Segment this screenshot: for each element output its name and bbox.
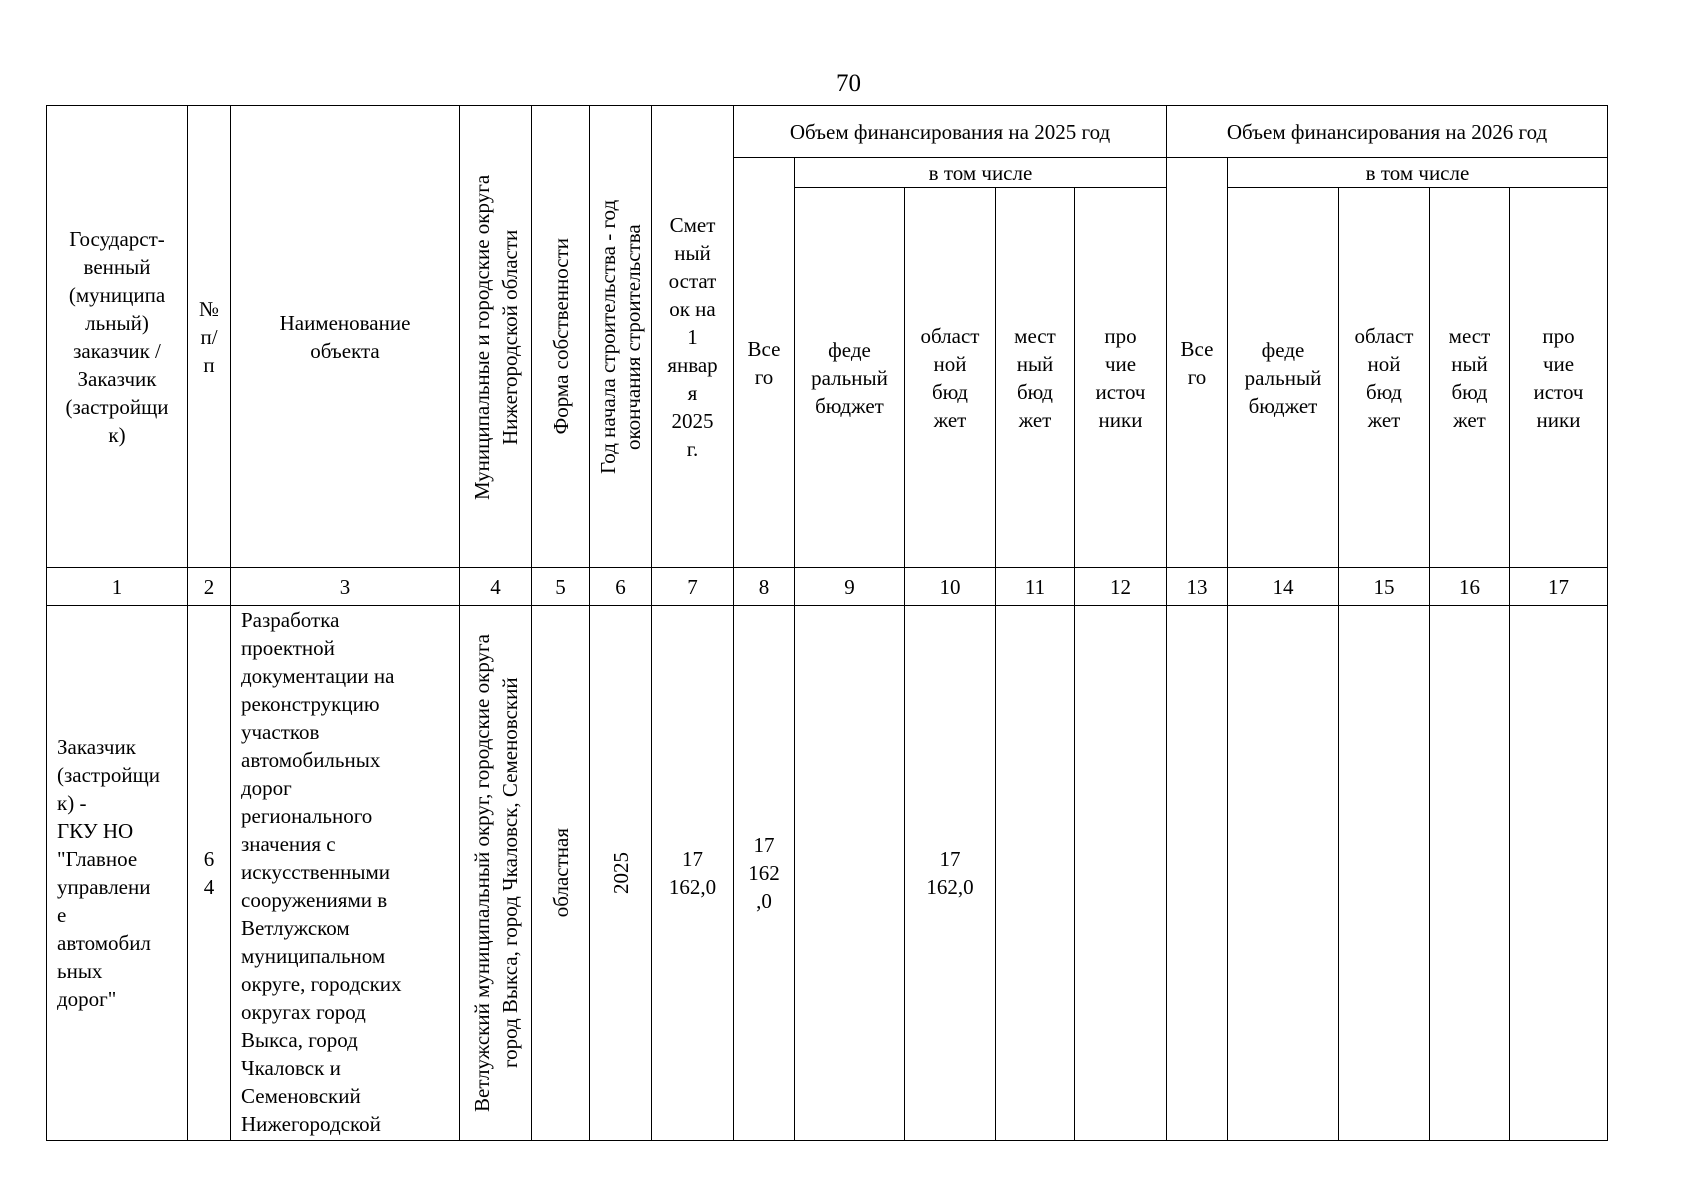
cell-number: 6 4 (188, 606, 231, 1141)
column-number: 13 (1167, 568, 1228, 606)
cell-municipal: Ветлужский муниципальный округ, городские округа город Выкса, город Чкаловск, Семеновский (460, 606, 532, 1141)
header-local-2025: мест ный бюд жет (996, 188, 1075, 568)
column-number: 9 (795, 568, 905, 606)
header-number: № п/ п (188, 106, 231, 568)
column-number-row (47, 568, 1608, 606)
column-number: 3 (231, 568, 460, 606)
cell-local-2026 (1430, 606, 1510, 1141)
header-other-2025: про чие источ ники (1075, 188, 1167, 568)
column-number: 4 (460, 568, 532, 606)
cell-regional-2026 (1339, 606, 1430, 1141)
column-number: 6 (590, 568, 652, 606)
header-years: Год начала строительства - год окончания строительства (590, 106, 652, 568)
cell-federal-2026 (1228, 606, 1339, 1141)
cell-total-2026 (1167, 606, 1228, 1141)
column-number: 1 (47, 568, 188, 606)
header-federal-2026: феде ральный бюджет (1228, 188, 1339, 568)
column-number: 11 (996, 568, 1075, 606)
cell-customer: Заказчик (застройщи к) - ГКУ НО "Главное управлени е автомобил ьных дорог" (47, 606, 188, 1141)
header-estimated-balance: Смет ный остат ок на 1 январ я 2025 г. (652, 106, 734, 568)
header-municipal: Муниципальные и городские округа Нижегородской области (460, 106, 532, 568)
header-funding-2025: Объем финансирования на 2025 год (734, 106, 1167, 158)
column-number: 8 (734, 568, 795, 606)
header-including-2025: в том числе (795, 158, 1167, 188)
cell-years: 2025 (590, 606, 652, 1141)
column-number: 14 (1228, 568, 1339, 606)
cell-local-2025 (996, 606, 1075, 1141)
header-local-2026: мест ный бюд жет (1430, 188, 1510, 568)
header-ownership: Форма собственности (532, 106, 590, 568)
column-number: 5 (532, 568, 590, 606)
column-number: 2 (188, 568, 231, 606)
header-customer: Государст- венный (муниципа льный) заказчик / Заказчик (застройщи к) (47, 106, 188, 568)
header-object-name: Наименование объекта (231, 106, 460, 568)
column-number: 7 (652, 568, 734, 606)
cell-ownership: областная (532, 606, 590, 1141)
cell-estimated-balance: 17 162,0 (652, 606, 734, 1141)
header-other-2026: про чие источ ники (1510, 188, 1608, 568)
column-number: 16 (1430, 568, 1510, 606)
header-total-2026: Все го (1167, 158, 1228, 568)
cell-object-name: Разработка проектной документации на реконструкцию участков автомобильных дорог регионального значения с искусственными сооружениями в Ветлужском муниципальном округе, городских округах город Выкса, город Чкаловск и Семеновский Нижегородской (231, 606, 460, 1141)
cell-total-2025: 17 162 ,0 (734, 606, 795, 1141)
column-number: 17 (1510, 568, 1608, 606)
column-number: 10 (905, 568, 996, 606)
cell-other-2026 (1510, 606, 1608, 1141)
page-number: 70 (836, 70, 861, 97)
header-regional-2025: област ной бюд жет (905, 188, 996, 568)
header-regional-2026: област ной бюд жет (1339, 188, 1430, 568)
cell-federal-2025 (795, 606, 905, 1141)
financing-table (46, 105, 1608, 1141)
cell-regional-2025: 17 162,0 (905, 606, 996, 1141)
column-number: 12 (1075, 568, 1167, 606)
column-number: 15 (1339, 568, 1430, 606)
cell-other-2025 (1075, 606, 1167, 1141)
table-row (47, 606, 1608, 1141)
header-total-2025: Все го (734, 158, 795, 568)
header-federal-2025: феде ральный бюджет (795, 188, 905, 568)
header-including-2026: в том числе (1228, 158, 1608, 188)
header-funding-2026: Объем финансирования на 2026 год (1167, 106, 1608, 158)
